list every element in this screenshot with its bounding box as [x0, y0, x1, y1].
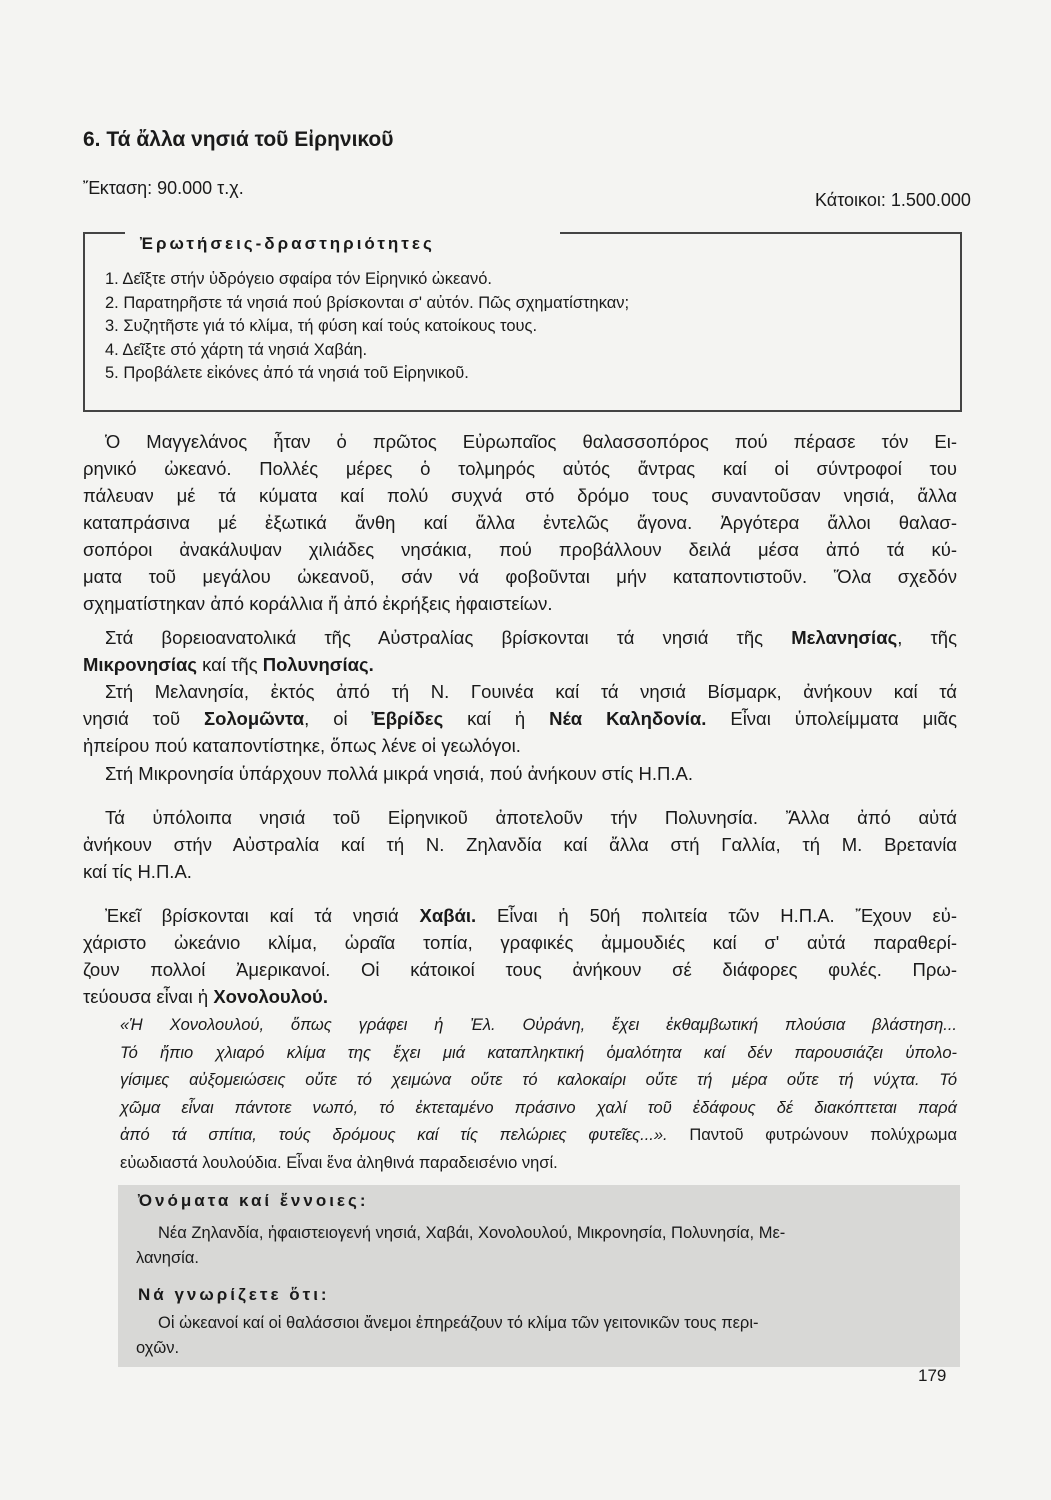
text-line — [83, 651, 957, 678]
text-line — [120, 1150, 957, 1178]
questions-heading: Ἐρωτήσεις-δραστηριότητες — [140, 234, 435, 253]
text-span: Ἐκεῖ βρίσκονται καί τά νησιά — [105, 905, 420, 926]
text-line: «Ἡ Χονολουλού, ὅπως γράφει ἡ Ἐλ. Οὐράνη, ἔχει ἐκθαμβωτική πλούσια βλάστηση... — [120, 1016, 957, 1034]
text-span: Εἶναι ἡ 50ή πολιτεία τῶν Η.Π.Α. Ἔχουν εὐ- — [476, 905, 957, 926]
quotation — [120, 1012, 957, 1177]
paragraph — [83, 678, 957, 759]
know-heading: Νά γνωρίζετε ὅτι: — [138, 1285, 330, 1304]
question-item: 5. Προβάλετε εἰκόνες ἀπό τά νησιά τοῦ Εἰρηνικοῦ. — [105, 364, 469, 382]
text-line: καί τίς Η.Π.Α. — [83, 861, 192, 882]
text-line: Στή Μικρονησία ὑπάρχουν πολλά μικρά νησιά, πού ἀνήκουν στίς Η.Π.Α. — [105, 763, 694, 784]
concepts-line: Νέα Ζηλανδία, ἡφαιστειογενή νησιά, Χαβάι, Χονολουλού, Μικρονησία, Πολυνησία, Με- — [158, 1224, 786, 1242]
text-span: τεύουσα εἶναι ἡ — [83, 986, 214, 1007]
text-span: , οἱ — [304, 708, 372, 729]
text-line: σχηματίστηκαν ἀπό κοράλλια ἤ ἀπό ἐκρήξεις ἡφαιστείων. — [83, 593, 553, 614]
text-line — [83, 624, 957, 651]
text-line: Τά ὑπόλοιπα νησιά τοῦ Εἰρηνικοῦ ἀποτελοῦν τήν Πολυνησία. Ἄλλα ἀπό αὐτά — [105, 807, 957, 828]
section-title: 6. Τά ἄλλα νησιά τοῦ Εἰρηνικοῦ — [83, 128, 394, 151]
text-line: ἀνήκουν στήν Αὐστραλία καί τή Ν. Ζηλανδία καί ἄλλα στή Γαλλία, τή Μ. Βρετανία — [83, 834, 957, 855]
text-span: καί τῆς — [197, 654, 263, 675]
text-line: χῶμα εἶναι πάντοτε νωπό, τό ἐκτεταμένο πράσινο χαλί τοῦ ἐδάφους δέ διακόπτεται παρά — [120, 1098, 957, 1117]
text-span: εὐωδιαστά λουλούδια. Εἶναι ἕνα ἀληθινά παραδεισένιο νησί. — [120, 1153, 558, 1172]
question-item: 2. Παρατηρῆστε τά νησιά πού βρίσκονται σ' αὐτόν. Πῶς σχηματίστηκαν; — [105, 293, 630, 312]
questions-box — [83, 232, 962, 412]
bold-term: Χαβάι. — [419, 905, 477, 926]
text-span: νησιά τοῦ — [83, 708, 205, 729]
text-line: Τό ἤπιο χλιαρό κλίμα της ἔχει μιά καταπληκτική ὁμαλότητα καί δέν παρουσιάζει ὑπολο- — [120, 1043, 957, 1062]
text-line: χάριστο ὠκεάνιο κλίμα, ὡραῖα τοπία, γραφικές ἀμμουδιές καί σ' αὐτά παραθερί- — [83, 932, 957, 953]
text-span: καί ἡ — [443, 708, 550, 729]
text-span: , τῆς — [897, 627, 957, 648]
text-line: καταπράσινα μέ ἐξωτικά ἄνθη καί ἄλλα ἐντελῶς ἄγονα. Ἀργότερα ἄλλοι θαλασ- — [83, 512, 957, 533]
paragraph — [83, 804, 957, 885]
summary-box — [118, 1185, 960, 1367]
bold-term: Μικρονησίας — [83, 654, 197, 675]
text-span: Εἶναι ὑπολείμματα μιᾶς — [706, 708, 957, 729]
text-line — [120, 1122, 957, 1150]
text-span: Στά βορειοανατολικά τῆς Αὐστραλίας βρίσκονται τά νησιά τῆς — [105, 627, 792, 648]
bold-term: Πολυνησίας. — [262, 654, 374, 675]
text-line — [83, 902, 957, 929]
text-line: ρηνικό ὠκεανό. Πολλές μέρες ὁ τολμηρός αὐτός ἄντρας καί οἱ σύντροφοί του — [83, 458, 957, 479]
bold-term: Νέα Καληδονία. — [549, 708, 707, 729]
text-span: ἀπό τά σπίτια, τούς δρόμους καί τίς πελώριες φυτεῖες...». — [120, 1126, 668, 1144]
text-line — [83, 983, 957, 1010]
question-item: 3. Συζητῆστε γιά τό κλίμα, τή φύση καί τούς κατοίκους τους. — [105, 317, 538, 335]
paragraph — [83, 760, 957, 787]
paragraph — [83, 902, 957, 1010]
bold-term: Ἐβρίδες — [371, 708, 444, 729]
text-line: πάλευαν μέ τά κύματα καί πολύ συχνά στό δρόμο τους συναντοῦσαν νησιά, ἄλλα — [83, 485, 957, 506]
page-number: 179 — [918, 1366, 947, 1385]
paragraph — [83, 428, 957, 617]
text-line: Ὁ Μαγγελάνος ἦταν ὁ πρῶτος Εὐρωπαῖος θαλασσοπόρος πού πέρασε τόν Ει- — [105, 431, 957, 452]
question-item: 4. Δεῖξτε στό χάρτη τά νησιά Χαβάη. — [105, 340, 368, 359]
bold-term: Μελανησίας — [791, 627, 898, 648]
text-line: ἠπείρου πού καταποντίστηκε, ὅπως λένε οἱ γεωλόγοι. — [83, 735, 521, 756]
bold-term: Χονολουλού. — [213, 986, 328, 1007]
text-line: σοπόροι ἀνακάλυψαν χιλιάδες νησάκια, πού προβάλλουν δειλά μέσα ἀπό τά κύ- — [83, 539, 957, 560]
concepts-heading: Ὀνόματα καί ἔννοιες: — [138, 1191, 369, 1210]
questions-list — [105, 270, 629, 388]
text-line: Στή Μελανησία, ἐκτός ἀπό τή Ν. Γουινέα καί τά νησιά Βίσμαρκ, ἀνήκουν καί τά — [105, 681, 957, 702]
know-line: Οἱ ὠκεανοί καί οἱ θαλάσσιοι ἄνεμοι ἐπηρεάζουν τό κλίμα τῶν γειτονικῶν τους περι- — [158, 1314, 759, 1332]
text-line: γίσιμες αὐξομειώσεις οὔτε τό χειμώνα οὔτε τό καλοκαίρι οὔτε τή μέρα οὔτε τή νύχτα. Τό — [120, 1071, 957, 1089]
paragraph — [83, 624, 957, 678]
text-line — [83, 705, 957, 732]
area-stat: Ἔκταση: 90.000 τ.χ. — [83, 178, 244, 198]
text-span: Παντοῦ φυτρώνουν πολύχρωμα — [667, 1126, 957, 1144]
question-item: 1. Δεῖξτε στήν ὑδρόγειο σφαίρα τόν Εἰρηνικό ὠκεανό. — [105, 270, 492, 288]
population-stat: Κάτοικοι: 1.500.000 — [815, 190, 971, 210]
text-line: ζουν πολλοί Ἀμερικανοί. Οἱ κάτοικοί τους ἀνήκουν σέ διάφορες φυλές. Πρω- — [83, 959, 957, 980]
text-line: ματα τοῦ μεγάλου ὠκεανοῦ, σάν νά φοβοῦνται μήν καταποντιστοῦν. Ὅλα σχεδόν — [83, 566, 957, 587]
know-line: οχῶν. — [136, 1339, 180, 1357]
bold-term: Σολομῶντα — [204, 708, 305, 729]
concepts-line: λανησία. — [136, 1249, 199, 1267]
